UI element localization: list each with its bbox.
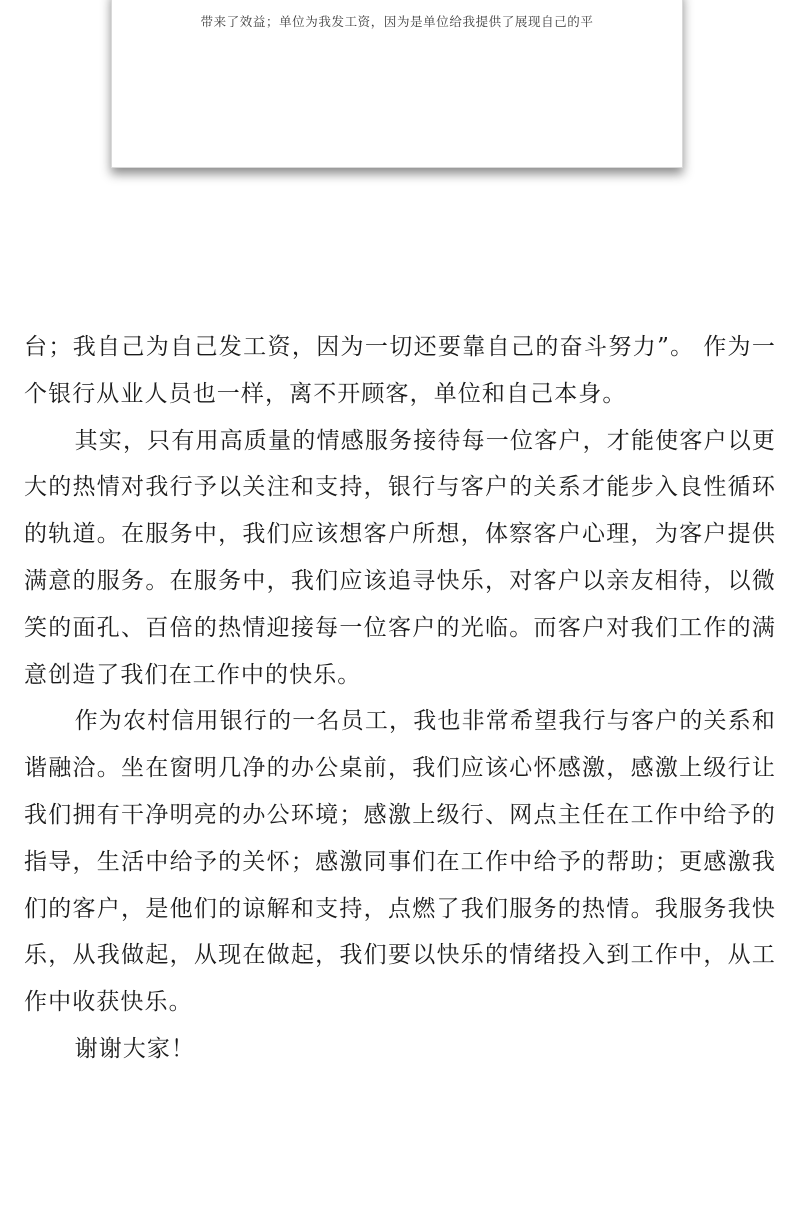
paragraph-service-emotion: 其实，只有用高质量的情感服务接待每一位客户，才能使客户以更大的热情对我行予以关注和支持，银行与客户的关系才能步入良性循环的轨道。在服务中，我们应该想客户所想，体察客户心理，为客户提供满意的服务。在服务中，我们应该追寻快乐，对客户以亲友相待，以微笑的面孔、百倍的热情迎接每一位客户的光临。而客户对我们工作的满意创造了我们在工作中的快乐。 [24, 427, 776, 688]
document-body [24, 324, 776, 1073]
preview-text: 带来了效益；单位为我发工资，因为是单位给我提供了展现自己的平 [200, 14, 594, 29]
paragraph-employee-gratitude: 作为农村信用银行的一名员工，我也非常希望我行与客户的关系和谐融洽。坐在窗明几净的办公桌前，我们应该心怀感激，感激上级行让我们拥有干净明亮的办公环境；感激上级行、网点主任在工作中给予的指导，生活中给予的关怀；感激同事们在工作中给予的帮助；更感激我们的客户，是他们的谅解和支持，点燃了我们服务的热情。我服务我快乐，从我做起，从现在做起，我们要以快乐的情绪投入到工作中，从工作中收获快乐。 [24, 708, 776, 1016]
paragraph-closing-thanks: 谢谢大家！ [74, 1035, 196, 1062]
preview-card [111, 0, 683, 168]
paragraph-continuation: 台；我自己为自己发工资，因为一切还要靠自己的奋斗努力”。 作为一个银行从业人员也一样，离不开顾客，单位和自己本身。 [24, 334, 776, 407]
